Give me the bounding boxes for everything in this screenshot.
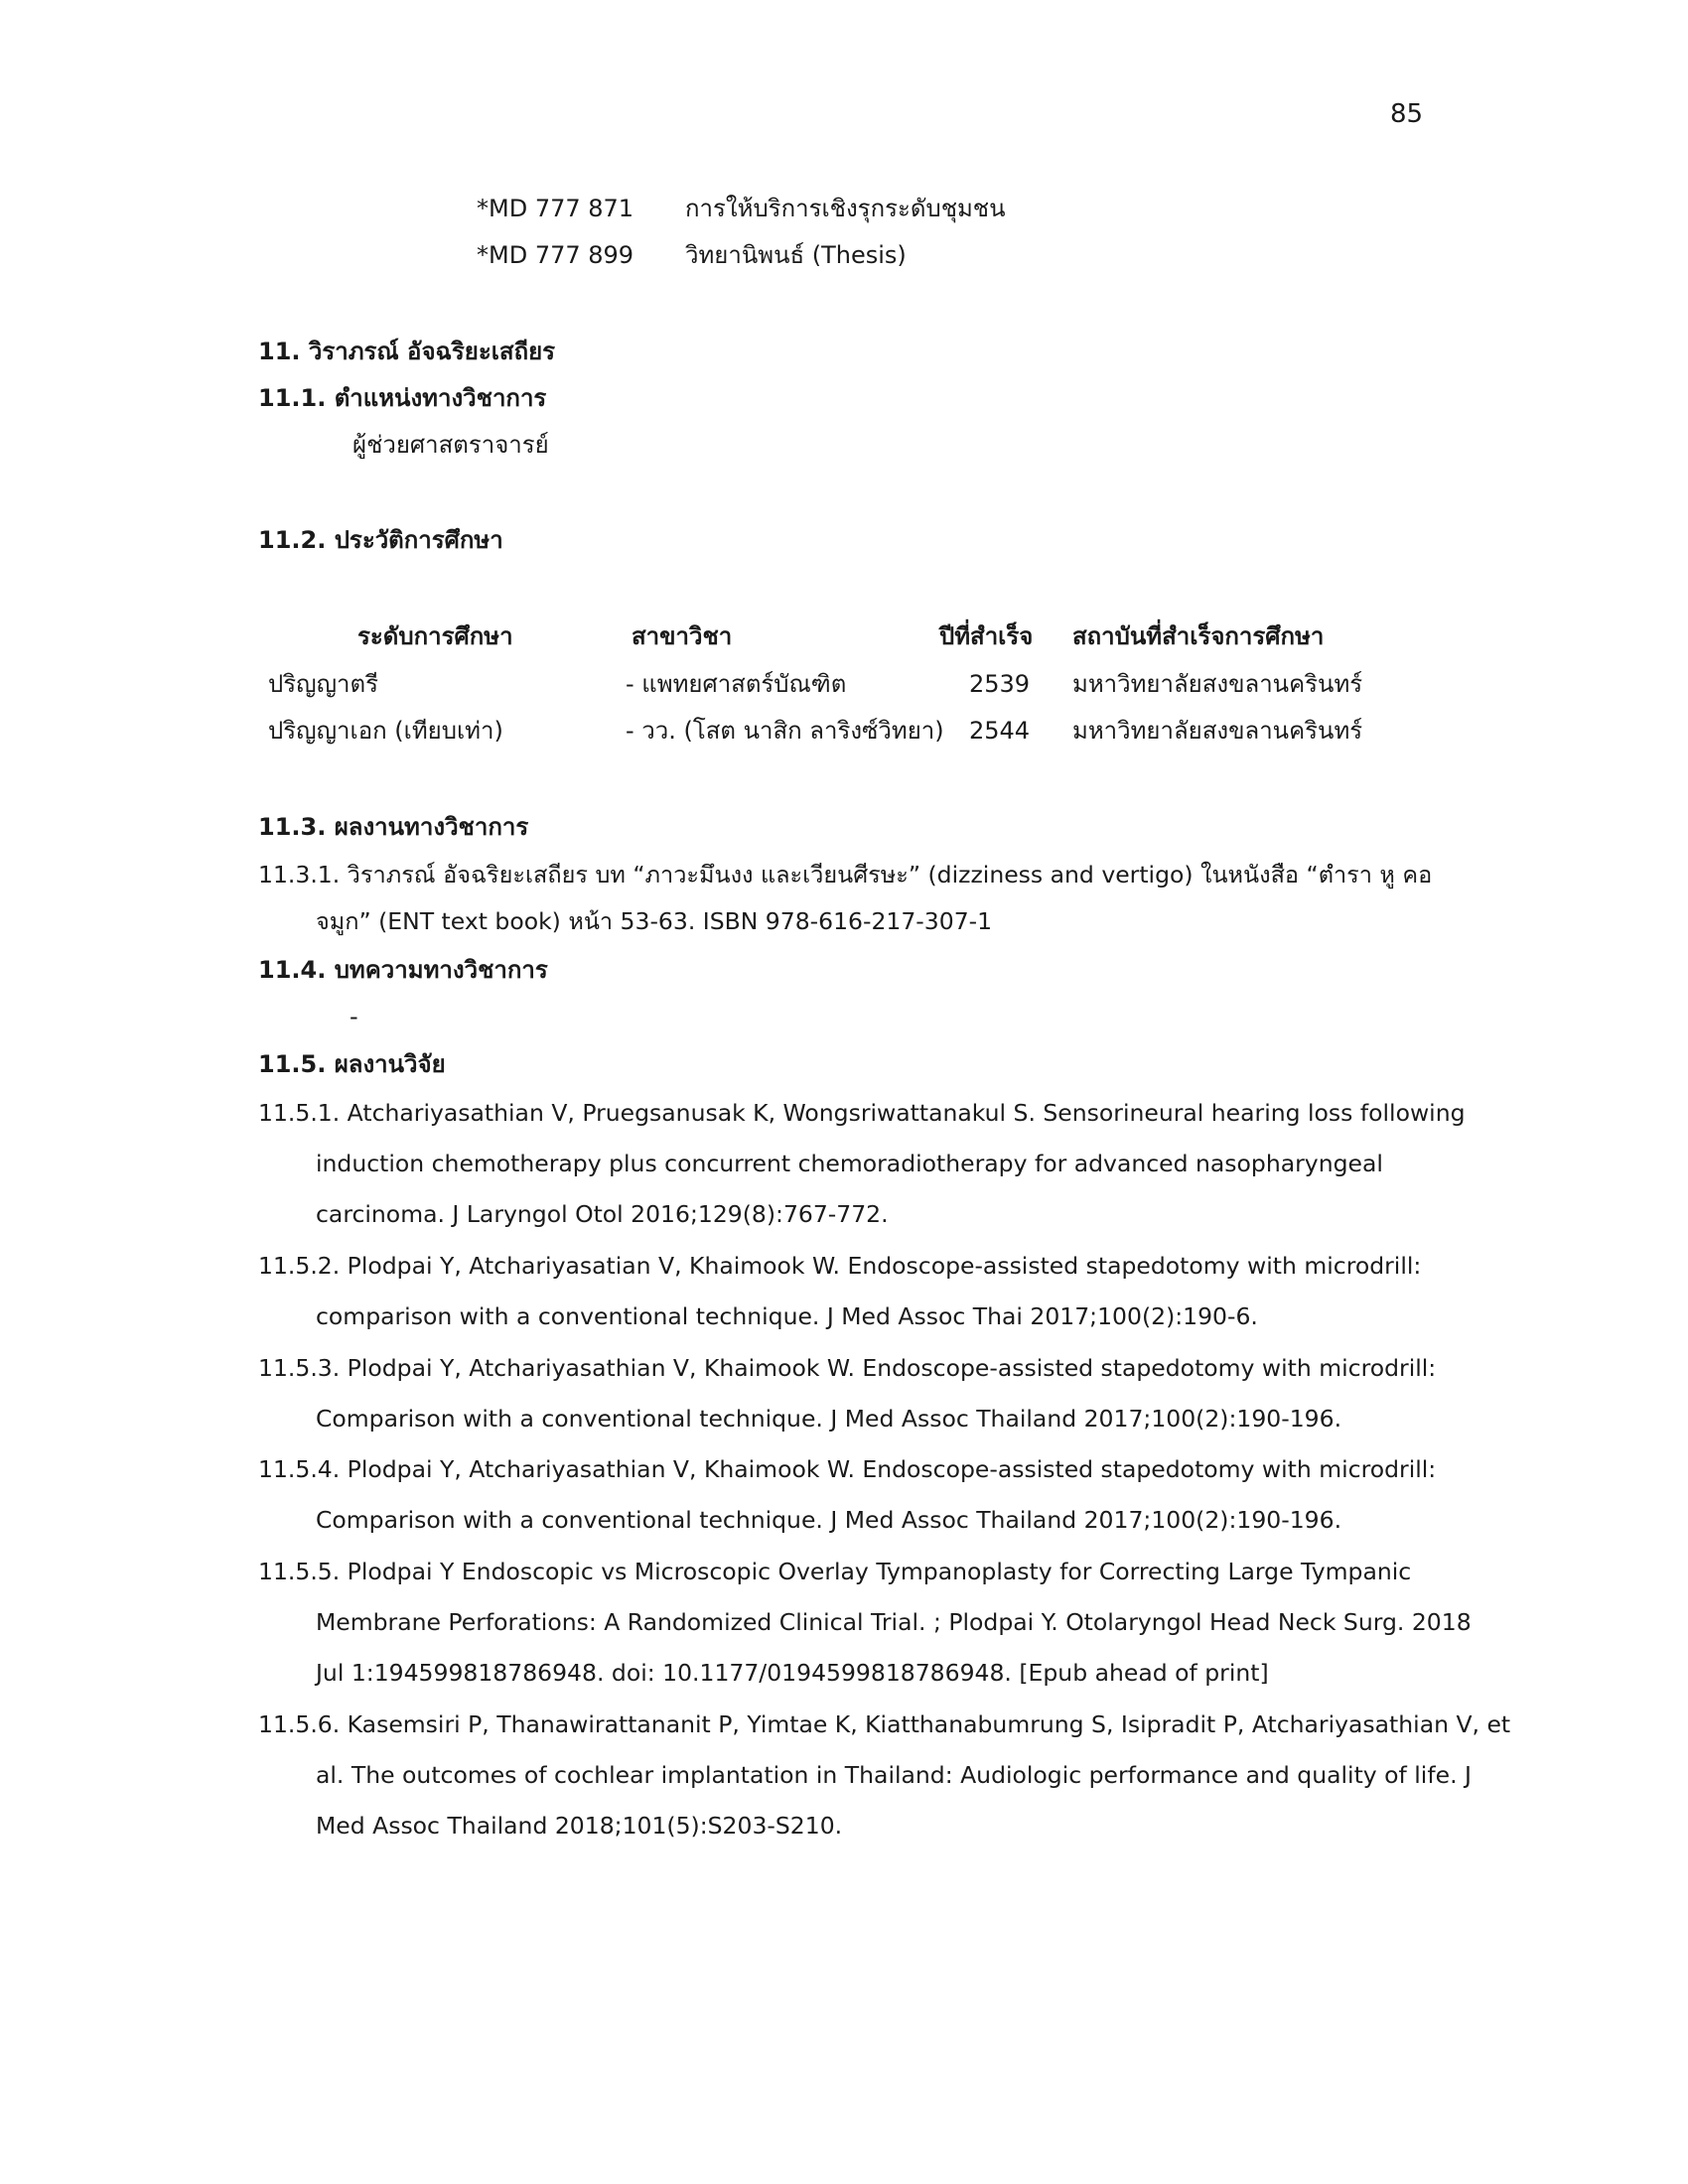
reference-line: Med Assoc Thailand 2018;101(5):S203-S210. (316, 1812, 843, 1840)
table-header-level: ระดับการศึกษา (357, 622, 513, 650)
section-heading-education: 11.2. ประวัติการศึกษา (258, 526, 503, 554)
reference-line: 11.5.3. Plodpai Y, Atchariyasathian V, Khaimook W. Endoscope-assisted stapedotomy with microdrill: (258, 1354, 1437, 1382)
table-header-institution: สถาบันที่สำเร็จการศึกษา (1072, 622, 1325, 650)
table-cell-field: - แพทยศาสตร์บัณฑิต (626, 670, 847, 698)
page-number: 85 (1390, 99, 1424, 129)
reference-line: carcinoma. J Laryngol Otol 2016;129(8):767-772. (316, 1200, 889, 1228)
course-name: วิทยานิพนธ์ (Thesis) (685, 241, 907, 269)
academic-articles-value: - (350, 1003, 358, 1030)
table-cell-year: 2539 (969, 670, 1031, 698)
reference-line: 11.5.6. Kasemsiri P, Thanawirattananit P, Yimtae K, Kiatthanabumrung S, Isipradit P, Atchariyasathian V, et (258, 1710, 1511, 1738)
section-heading-academic-articles: 11.4. บทความทางวิชาการ (258, 956, 548, 984)
section-heading-academic-works: 11.3. ผลงานทางวิชาการ (258, 813, 529, 841)
reference-line: Comparison with a conventional technique. J Med Assoc Thailand 2017;100(2):190-196. (316, 1405, 1342, 1433)
reference-line: 11.5.5. Plodpai Y Endoscopic vs Microscopic Overlay Tympanoplasty for Correcting Large Tympanic (258, 1558, 1412, 1585)
reference-line: จมูก” (ENT text book) หน้า 53-63. ISBN 978-616-217-307-1 (316, 907, 993, 935)
reference-line: 11.5.4. Plodpai Y, Atchariyasathian V, Khaimook W. Endoscope-assisted stapedotomy with microdrill: (258, 1455, 1437, 1483)
table-cell-year: 2544 (969, 717, 1031, 745)
table-header-year: ปีที่สำเร็จ (939, 622, 1034, 650)
reference-line: Membrane Perforations: A Randomized Clinical Trial. ; Plodpai Y. Otolaryngol Head Neck Surg. 2018 (316, 1608, 1472, 1636)
course-name: การให้บริการเชิงรุกระดับชุมชน (685, 195, 1006, 222)
reference-line: al. The outcomes of cochlear implantation in Thailand: Audiologic performance and quality of life. J (316, 1761, 1472, 1789)
reference-line: 11.3.1. วิราภรณ์ อัจฉริยะเสถียร บท “ภาวะมึนงง และเวียนศีรษะ” (dizziness and vertigo) ในหนังสือ “ตำรา หู คอ (258, 861, 1433, 888)
table-header-field: สาขาวิชา (632, 622, 733, 650)
reference-line: induction chemotherapy plus concurrent chemoradiotherapy for advanced nasopharyngeal (316, 1150, 1383, 1177)
reference-line: Jul 1:194599818786948. doi: 10.1177/0194599818786948. [Epub ahead of print] (316, 1659, 1269, 1687)
reference-line: Comparison with a conventional technique. J Med Assoc Thailand 2017;100(2):190-196. (316, 1506, 1342, 1534)
academic-position-value: ผู้ช่วยศาสตราจารย์ (352, 431, 549, 459)
reference-line: comparison with a conventional technique. J Med Assoc Thai 2017;100(2):190-6. (316, 1302, 1258, 1330)
course-code: *MD 777 899 (477, 241, 634, 269)
table-cell-field: - วว. (โสต นาสิก ลาริงซ์วิทยา) (626, 717, 944, 745)
table-cell-level: ปริญญาเอก (เทียบเท่า) (268, 717, 503, 745)
table-cell-institution: มหาวิทยาลัยสงขลานครินทร์ (1072, 670, 1363, 698)
reference-line: 11.5.1. Atchariyasathian V, Pruegsanusak K, Wongsriwattanakul S. Sensorineural hearing loss following (258, 1099, 1466, 1127)
section-heading-research: 11.5. ผลงานวิจัย (258, 1050, 446, 1078)
reference-line: 11.5.2. Plodpai Y, Atchariyasatian V, Khaimook W. Endoscope-assisted stapedotomy with microdrill: (258, 1252, 1422, 1280)
table-cell-level: ปริญญาตรี (268, 670, 378, 698)
table-cell-institution: มหาวิทยาลัยสงขลานครินทร์ (1072, 717, 1363, 745)
course-code: *MD 777 871 (477, 195, 634, 222)
person-heading: 11. วิราภรณ์ อัจฉริยะเสถียร (258, 338, 556, 365)
section-heading-academic-position: 11.1. ตำแหน่งทางวิชาการ (258, 384, 547, 412)
